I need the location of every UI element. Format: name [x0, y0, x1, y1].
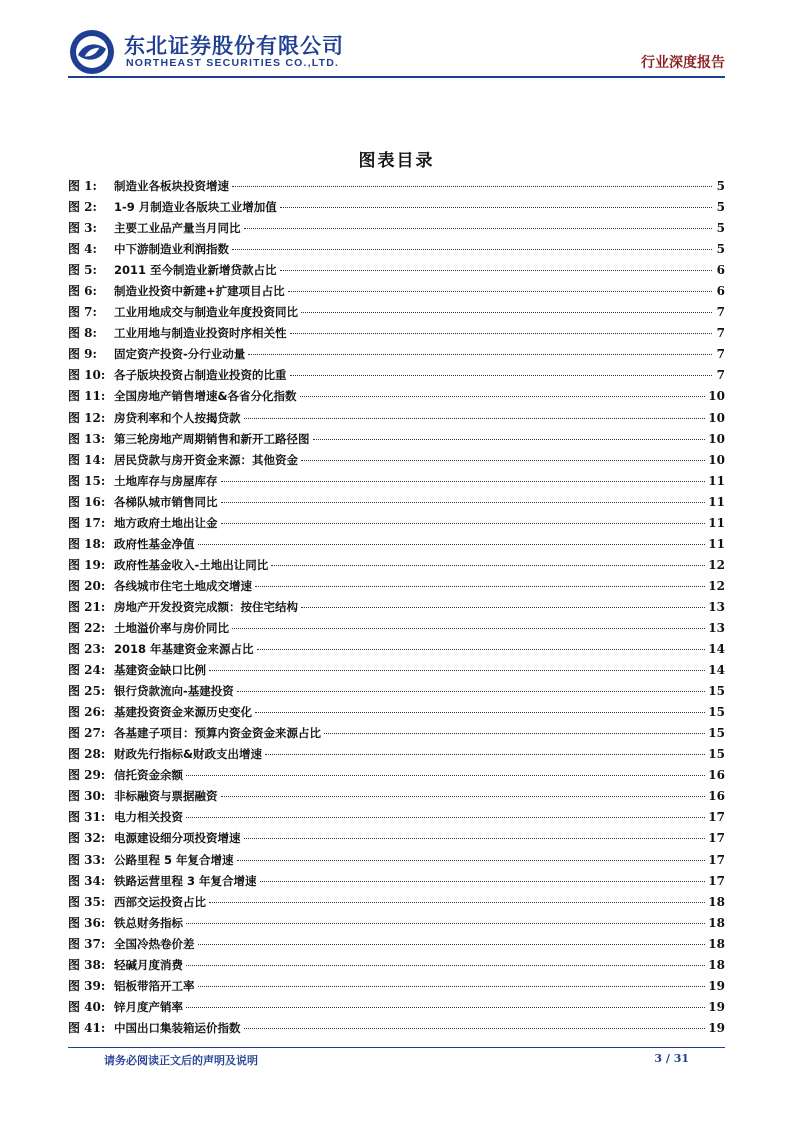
toc-entry[interactable]	[68, 786, 725, 807]
toc-entry-label: 图 24:	[68, 663, 106, 678]
toc-dot-leader	[300, 396, 706, 397]
toc-entry-page: 10	[708, 410, 725, 425]
toc-entry[interactable]	[68, 702, 725, 723]
toc-entry-label: 图 34:	[68, 873, 106, 888]
toc-entry-title: 房贷利率和个人按揭贷款	[114, 410, 241, 425]
toc-entry-label: 图 21:	[68, 599, 106, 614]
toc-entry-label: 图 22:	[68, 620, 106, 635]
toc-dot-leader	[244, 228, 713, 229]
page-number: 3 / 31	[654, 1052, 689, 1065]
toc-entry[interactable]	[68, 955, 725, 976]
toc-entry[interactable]	[68, 450, 725, 471]
toc-entry-label: 图 38:	[68, 957, 106, 972]
toc-entry-label: 图 6:	[68, 284, 97, 299]
toc-entry-page: 5	[716, 242, 725, 257]
toc-entry[interactable]	[68, 513, 725, 534]
disclaimer-note: 请务必阅读正文后的声明及说明	[104, 1054, 258, 1067]
toc-entry-label: 图 30:	[68, 789, 106, 804]
toc-dot-leader	[221, 502, 706, 503]
toc-entry-page: 10	[708, 452, 725, 467]
toc-entry[interactable]	[68, 555, 725, 576]
toc-entry-page: 16	[708, 789, 725, 804]
toc-entry-label: 图 19:	[68, 557, 106, 572]
toc-entry[interactable]	[68, 913, 725, 934]
toc-entry[interactable]	[68, 892, 725, 913]
toc-entry-page: 17	[708, 852, 725, 867]
toc-entry[interactable]	[68, 828, 725, 849]
toc-entry-page: 15	[708, 726, 725, 741]
toc-dot-leader	[186, 1007, 705, 1008]
toc-entry-title: 1-9 月制造业各版块工业增加值	[114, 200, 277, 215]
toc-dot-leader	[198, 986, 706, 987]
toc-dot-leader	[186, 817, 705, 818]
toc-entry[interactable]	[68, 807, 725, 828]
toc-dot-leader	[280, 207, 712, 208]
toc-entry-title: 各基建子项目：预算内资金资金来源占比	[114, 726, 321, 741]
toc-entry[interactable]	[68, 660, 725, 681]
toc-entry-title: 房地产开发投资完成额：按住宅结构	[114, 599, 298, 614]
toc-entry-title: 西部交运投资占比	[114, 894, 206, 909]
toc-entry-page: 18	[708, 936, 725, 951]
toc-entry-label: 图 39:	[68, 978, 106, 993]
toc-entry-page: 19	[708, 1020, 725, 1035]
toc-entry-label: 图 4:	[68, 242, 97, 257]
toc-entry-label: 图 2:	[68, 200, 97, 215]
toc-entry[interactable]	[68, 765, 725, 786]
toc-entry-title: 地方政府土地出让金	[114, 515, 218, 530]
toc-entry[interactable]	[68, 365, 725, 386]
toc-dot-leader	[209, 670, 705, 671]
company-name-cn: 东北证券股份有限公司	[124, 34, 344, 58]
toc-entry-label: 图 41:	[68, 1020, 106, 1035]
toc-entry[interactable]	[68, 386, 725, 407]
toc-entry-title: 中国出口集装箱运价指数	[114, 1020, 241, 1035]
toc-entry-label: 图 9:	[68, 347, 97, 362]
toc-entry-label: 图 27:	[68, 726, 106, 741]
toc-entry-page: 19	[708, 999, 725, 1014]
toc-entry-page: 7	[716, 305, 725, 320]
toc-entry-page: 6	[716, 263, 725, 278]
toc-entry-title: 银行贷款流向-基建投资	[114, 684, 234, 699]
toc-entry-title: 工业用地与制造业投资时序相关性	[114, 326, 287, 341]
toc-entry-label: 图 8:	[68, 326, 97, 341]
toc-dot-leader	[280, 270, 712, 271]
toc-entry-label: 图 5:	[68, 263, 97, 278]
toc-entry-label: 图 37:	[68, 936, 106, 951]
toc-dot-leader	[198, 944, 706, 945]
toc-entry-page: 14	[708, 663, 725, 678]
toc-entry-title: 第三轮房地产周期销售和新开工路径图	[114, 431, 310, 446]
toc-entry-title: 政府性基金净值	[114, 536, 195, 551]
toc-entry-page: 7	[716, 326, 725, 341]
toc-dot-leader	[257, 649, 706, 650]
toc-entry-page: 7	[716, 368, 725, 383]
toc-entry-page: 18	[708, 894, 725, 909]
toc-dot-leader	[186, 965, 705, 966]
toc-entry-page: 17	[708, 810, 725, 825]
toc-entry-label: 图 36:	[68, 915, 106, 930]
figure-index-title: 图表目录	[358, 151, 435, 171]
toc-entry-title: 铝板带箔开工率	[114, 978, 195, 993]
toc-entry-title: 公路里程 5 年复合增速	[114, 852, 234, 867]
toc-dot-leader	[255, 712, 705, 713]
toc-entry-page: 6	[716, 284, 725, 299]
report-type-label: 行业深度报告	[641, 55, 725, 71]
toc-entry-title: 居民贷款与房开资金来源：其他资金	[114, 452, 298, 467]
toc-entry[interactable]	[68, 534, 725, 555]
toc-entry[interactable]	[68, 492, 725, 513]
toc-dot-leader	[232, 186, 712, 187]
toc-entry-label: 图 32:	[68, 831, 106, 846]
toc-entry-page: 18	[708, 957, 725, 972]
toc-entry-page: 17	[708, 873, 725, 888]
toc-entry-title: 基建资金缺口比例	[114, 663, 206, 678]
toc-entry-title: 工业用地成交与制造业年度投资同比	[114, 305, 298, 320]
toc-entry-title: 2018 年基建资金来源占比	[114, 642, 254, 657]
company-name-en: NORTHEAST SECURITIES CO.,LTD.	[126, 57, 340, 69]
toc-entry[interactable]	[68, 681, 725, 702]
toc-entry-label: 图 31:	[68, 810, 106, 825]
toc-entry-title: 制造业各板块投资增速	[114, 179, 229, 193]
toc-entry-label: 图 35:	[68, 894, 106, 909]
toc-entry-label: 图 23:	[68, 642, 106, 657]
toc-entry[interactable]	[68, 176, 725, 197]
toc-entry[interactable]	[68, 723, 725, 744]
toc-dot-leader	[301, 312, 712, 313]
toc-dot-leader	[221, 523, 706, 524]
toc-entry-label: 图 25:	[68, 684, 106, 699]
toc-entry[interactable]	[68, 639, 725, 660]
header-divider	[68, 76, 725, 78]
toc-dot-leader	[260, 881, 706, 882]
toc-entry-page: 12	[708, 557, 725, 572]
toc-entry-page: 11	[708, 515, 725, 530]
toc-dot-leader	[244, 1028, 706, 1029]
footer-divider	[68, 1047, 725, 1048]
toc-entry-page: 14	[708, 642, 725, 657]
toc-entry[interactable]	[68, 597, 725, 618]
toc-entry-label: 图 3:	[68, 221, 97, 236]
toc-entry-title: 锌月度产销率	[114, 999, 183, 1014]
figure-index-list	[68, 176, 725, 1039]
toc-dot-leader	[271, 565, 705, 566]
toc-entry-page: 5	[716, 200, 725, 215]
toc-dot-leader	[198, 544, 706, 545]
toc-entry-label: 图 15:	[68, 473, 106, 488]
toc-entry-title: 政府性基金收入-土地出让同比	[114, 557, 269, 572]
toc-dot-leader	[186, 923, 705, 924]
toc-entry-title: 财政先行指标&财政支出增速	[114, 747, 263, 762]
toc-entry-title: 中下游制造业利润指数	[114, 242, 229, 257]
toc-entry-label: 图 29:	[68, 768, 106, 783]
toc-entry[interactable]	[68, 197, 725, 218]
toc-entry[interactable]	[68, 576, 725, 597]
toc-dot-leader	[221, 481, 706, 482]
toc-dot-leader	[232, 628, 705, 629]
toc-entry-title: 铁路运营里程 3 年复合增速	[114, 873, 257, 888]
toc-entry-title: 电源建设细分项投资增速	[114, 831, 241, 846]
toc-entry[interactable]	[68, 218, 725, 239]
toc-entry-title: 主要工业品产量当月同比	[114, 221, 241, 236]
toc-dot-leader	[255, 586, 705, 587]
toc-entry-title: 固定资产投资-分行业动量	[114, 347, 246, 362]
toc-entry-title: 全国冷热卷价差	[114, 936, 195, 951]
toc-dot-leader	[244, 418, 706, 419]
toc-entry-label: 图 18:	[68, 536, 106, 551]
toc-entry-page: 15	[708, 684, 725, 699]
toc-entry-page: 18	[708, 915, 725, 930]
toc-entry-title: 非标融资与票据融资	[114, 789, 218, 804]
toc-entry-page: 15	[708, 747, 725, 762]
toc-dot-leader	[288, 291, 712, 292]
toc-entry-page: 5	[716, 179, 725, 193]
toc-entry-label: 图 12:	[68, 410, 106, 425]
toc-entry-title: 制造业投资中新建+扩建项目占比	[114, 284, 285, 299]
toc-entry-page: 11	[708, 536, 725, 551]
toc-dot-leader	[313, 439, 706, 440]
toc-entry-title: 信托资金余额	[114, 768, 183, 783]
northeast-securities-logo-icon	[68, 28, 116, 76]
toc-entry-title: 各梯队城市销售同比	[114, 494, 218, 509]
toc-dot-leader	[209, 902, 705, 903]
toc-entry[interactable]	[68, 997, 725, 1018]
toc-entry-label: 图 10:	[68, 368, 106, 383]
toc-dot-leader	[290, 375, 713, 376]
toc-dot-leader	[301, 607, 705, 608]
toc-entry-title: 电力相关投资	[114, 810, 183, 825]
toc-entry-page: 11	[708, 494, 725, 509]
toc-entry-title: 各子版块投资占制造业投资的比重	[114, 368, 287, 383]
toc-entry[interactable]	[68, 618, 725, 639]
toc-entry[interactable]	[68, 408, 725, 429]
toc-dot-leader	[265, 754, 705, 755]
toc-entry[interactable]	[68, 239, 725, 260]
toc-entry-label: 图 17:	[68, 515, 106, 530]
toc-entry-label: 图 11:	[68, 389, 106, 404]
toc-entry-page: 10	[708, 389, 725, 404]
toc-entry[interactable]	[68, 976, 725, 997]
toc-dot-leader	[248, 354, 712, 355]
toc-dot-leader	[237, 691, 706, 692]
toc-entry-title: 铁总财务指标	[114, 915, 183, 930]
toc-entry-page: 16	[708, 768, 725, 783]
toc-entry-page: 15	[708, 705, 725, 720]
toc-entry-label: 图 1:	[68, 179, 97, 193]
toc-entry[interactable]	[68, 934, 725, 955]
toc-entry[interactable]	[68, 302, 725, 323]
toc-entry[interactable]	[68, 850, 725, 871]
toc-entry[interactable]	[68, 344, 725, 365]
toc-dot-leader	[221, 796, 706, 797]
toc-entry-title: 各线城市住宅土地成交增速	[114, 578, 252, 593]
toc-entry[interactable]	[68, 281, 725, 302]
toc-entry[interactable]	[68, 744, 725, 765]
toc-entry-label: 图 40:	[68, 999, 106, 1014]
toc-dot-leader	[290, 333, 713, 334]
toc-entry-page: 13	[708, 620, 725, 635]
toc-entry-page: 12	[708, 578, 725, 593]
toc-entry-title: 基建投资资金来源历史变化	[114, 705, 252, 720]
toc-entry-title: 全国房地产销售增速&各省分化指数	[114, 389, 297, 404]
toc-entry-label: 图 13:	[68, 431, 106, 446]
toc-entry-label: 图 14:	[68, 452, 106, 467]
toc-entry-page: 5	[716, 221, 725, 236]
toc-entry-page: 17	[708, 831, 725, 846]
toc-entry-page: 13	[708, 599, 725, 614]
toc-dot-leader	[301, 460, 705, 461]
toc-dot-leader	[244, 838, 706, 839]
toc-dot-leader	[237, 860, 706, 861]
toc-dot-leader	[186, 775, 705, 776]
toc-entry[interactable]	[68, 471, 725, 492]
page-header	[0, 0, 793, 80]
toc-entry-label: 图 16:	[68, 494, 106, 509]
toc-entry[interactable]	[68, 871, 725, 892]
toc-entry[interactable]	[68, 1018, 725, 1039]
toc-entry-title: 土地库存与房屋库存	[114, 473, 218, 488]
toc-entry-page: 11	[708, 473, 725, 488]
toc-entry-label: 图 26:	[68, 705, 106, 720]
toc-entry[interactable]	[68, 323, 725, 344]
toc-entry-title: 轻碱月度消费	[114, 957, 183, 972]
toc-entry-label: 图 20:	[68, 578, 106, 593]
toc-entry-page: 10	[708, 431, 725, 446]
toc-dot-leader	[324, 733, 705, 734]
toc-entry-label: 图 33:	[68, 852, 106, 867]
toc-entry-label: 图 7:	[68, 305, 97, 320]
toc-entry[interactable]	[68, 429, 725, 450]
toc-dot-leader	[232, 249, 712, 250]
toc-entry-page: 7	[716, 347, 725, 362]
toc-entry-page: 19	[708, 978, 725, 993]
toc-entry-title: 土地溢价率与房价同比	[114, 620, 229, 635]
toc-entry-label: 图 28:	[68, 747, 106, 762]
toc-entry-title: 2011 至今制造业新增贷款占比	[114, 263, 277, 278]
toc-entry[interactable]	[68, 260, 725, 281]
